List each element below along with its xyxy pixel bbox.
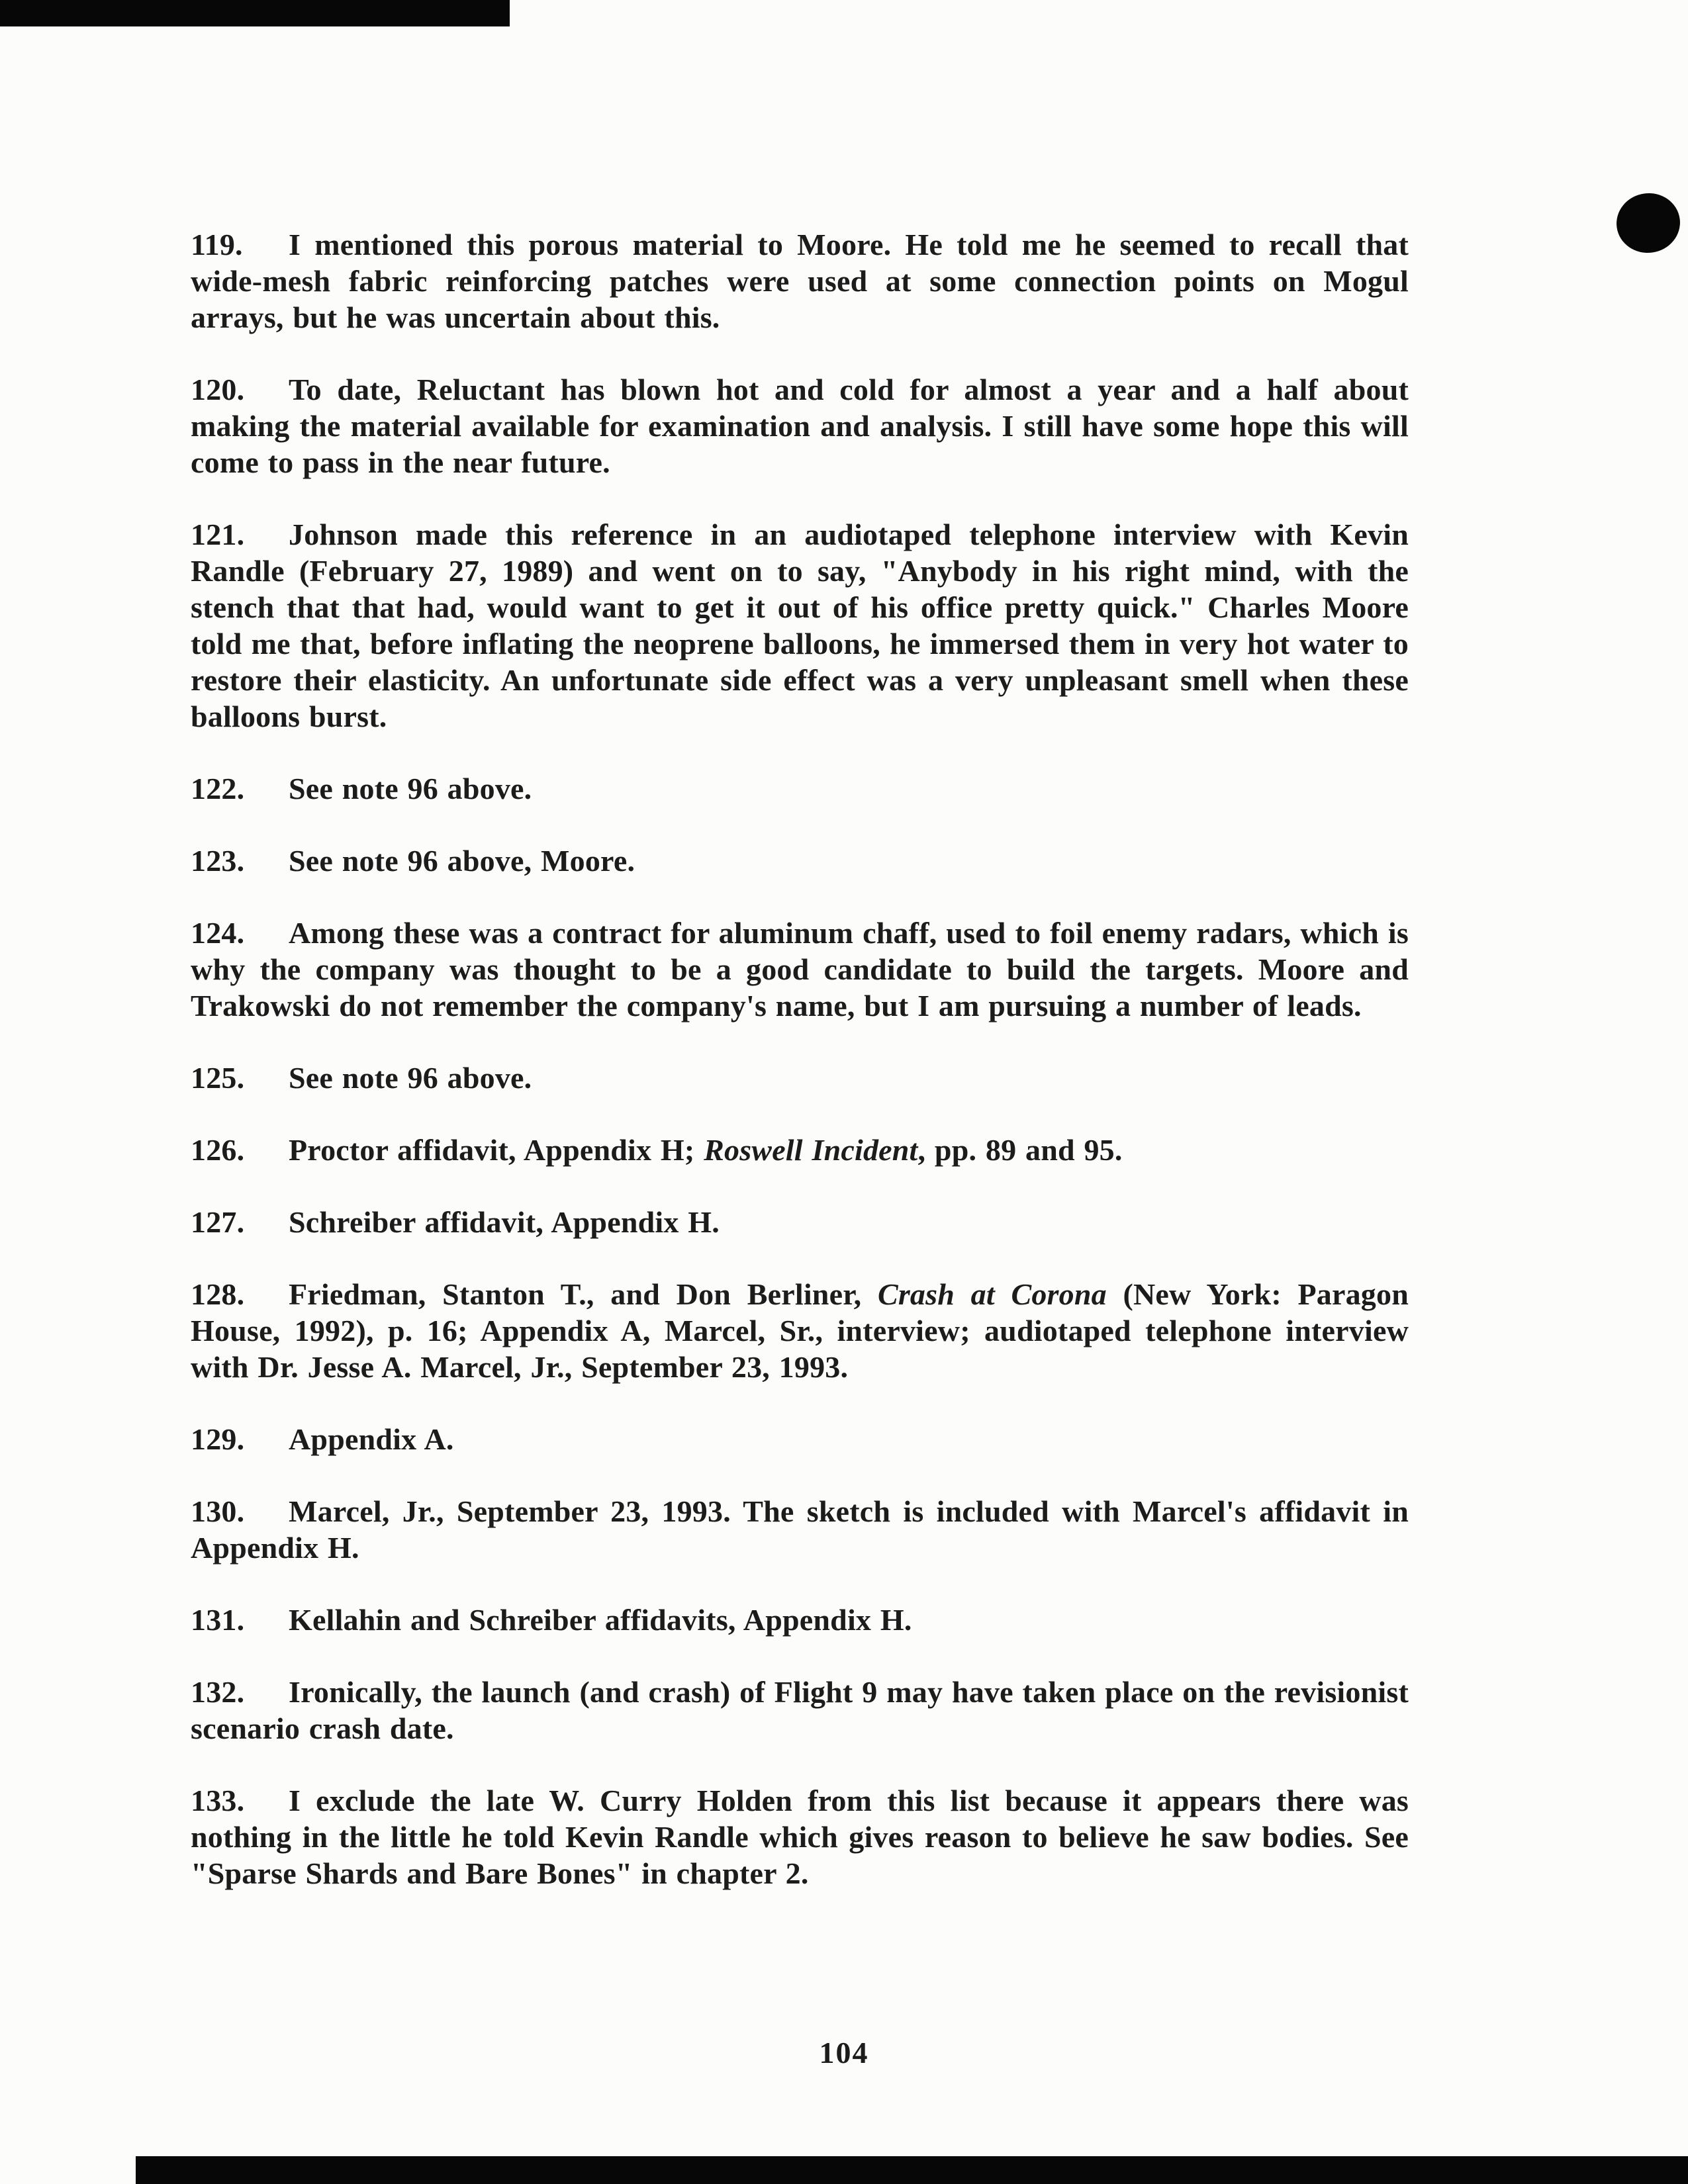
endnote-133 [191,1782,1409,1891]
endnote-122 [191,770,1409,807]
endnote-text: Ironically, the launch (and crash) of Flight 9 may have taken place on the revisionist scenario crash date. [191,1675,1409,1745]
endnote-text-italic: Roswell Incident [704,1133,918,1167]
endnote-text: Proctor affidavit, Appendix H; [289,1133,704,1167]
endnote-number: 128. [191,1277,245,1311]
endnote-number: 126. [191,1133,245,1167]
endnote-text: Johnson made this reference in an audiotaped telephone interview with Kevin Randle (February 27, 1989) and went on to say, "Anybody in his right mind, with the stench that that had, would want to get it out of his office pretty quick." Charles Moore told me that, before inflating the neoprene balloons, he immersed them in very hot water to restore their elasticity. An unfortunate side effect was a very unpleasant smell when these balloons burst. [191,518,1409,733]
endnote-text: See note 96 above. [289,772,532,805]
endnote-127 [191,1204,1409,1240]
endnote-number: 121. [191,518,245,551]
page-number: 104 [819,2036,869,2070]
endnote-text: , pp. 89 and 95. [917,1133,1123,1167]
endnote-text: Appendix A. [289,1422,454,1456]
endnote-number: 123. [191,844,245,878]
endnote-number: 129. [191,1422,245,1456]
endnote-125 [191,1060,1409,1096]
endnote-number: 132. [191,1675,245,1709]
endnote-129 [191,1421,1409,1457]
endnote-text: Kellahin and Schreiber affidavits, Appendix H. [289,1603,912,1637]
endnote-number: 127. [191,1205,245,1239]
endnote-number: 131. [191,1603,245,1637]
endnote-text: I exclude the late W. Curry Holden from this list because it appears there was nothing in the little he told Kevin Randle which gives reason to believe he saw bodies. See "Sparse Shards and Bare Bones" in chapter 2. [191,1784,1409,1890]
endnote-number: 133. [191,1784,245,1817]
endnote-131 [191,1602,1409,1638]
endnote-number: 124. [191,916,245,950]
endnote-text: Marcel, Jr., September 23, 1993. The sketch is included with Marcel's affidavit in Appendix H. [191,1494,1409,1565]
endnote-number: 119. [191,228,243,261]
endnote-121 [191,516,1409,735]
endnote-128 [191,1276,1409,1385]
endnote-number: 120. [191,373,245,406]
endnote-text: Friedman, Stanton T., and Don Berliner, [289,1277,878,1311]
endnote-130 [191,1493,1409,1566]
endnote-number: 130. [191,1494,245,1528]
endnote-number: 122. [191,772,245,805]
endnote-text: See note 96 above. [289,1061,532,1095]
endnotes-section [191,226,1409,1891]
endnote-number: 125. [191,1061,245,1095]
endnote-text: To date, Reluctant has blown hot and cold for almost a year and a half about making the material available for examination and analysis. I still have some hope this will come to pass in the near future. [191,373,1409,479]
endnote-119 [191,226,1409,336]
endnote-132 [191,1674,1409,1747]
scan-artifact-bottom-bar [136,2156,1688,2184]
scan-artifact-dot [1613,189,1684,257]
endnote-124 [191,915,1409,1024]
endnote-123 [191,842,1409,879]
endnote-text: Among these was a contract for aluminum chaff, used to foil enemy radars, which is why the company was thought to be a good candidate to build the targets. Moore and Trakowski do not remember the company's name, but I am pursuing a number of leads. [191,916,1409,1023]
endnote-126 [191,1132,1409,1168]
endnote-text: See note 96 above, Moore. [289,844,635,878]
endnote-text-italic: Crash at Corona [877,1277,1107,1311]
scan-artifact-top-bar [0,0,510,26]
endnote-text: (New York: Paragon House, 1992), p. 16; Appendix A, Marcel, Sr., interview; audiotaped telephone interview with Dr. Jesse A. Marcel, Jr., September 23, 1993. [191,1277,1409,1384]
endnote-text: I mentioned this porous material to Moore. He told me he seemed to recall that wide-mesh fabric reinforcing patches were used at some connection points on Mogul arrays, but he was uncertain about this. [191,228,1409,334]
endnote-120 [191,371,1409,480]
endnote-text: Schreiber affidavit, Appendix H. [289,1205,720,1239]
